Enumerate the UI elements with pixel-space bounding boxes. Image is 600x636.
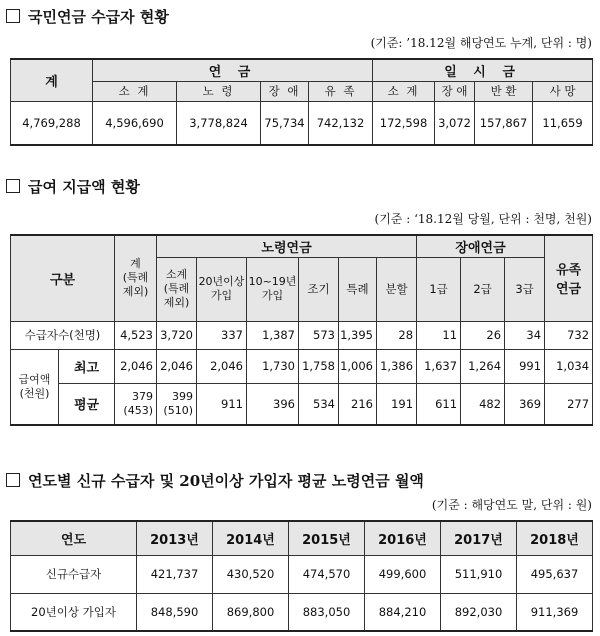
table-cell: 1,034 bbox=[545, 349, 593, 383]
section3-note: (기준 : 해당연도 말, 단위 : 원) bbox=[431, 498, 592, 512]
header-disability-group: 장애연금 bbox=[417, 235, 545, 257]
table-row-new-recipients bbox=[11, 555, 593, 593]
table-cell: 732 bbox=[545, 321, 593, 349]
header-old-age-group: 노령연금 bbox=[157, 235, 417, 257]
table-row-max bbox=[11, 349, 593, 383]
header-subtotal: 소계 (특례 제외) bbox=[157, 257, 197, 321]
table-cell: 396 bbox=[247, 383, 299, 425]
section2-title: 급여 지급액 현황 bbox=[6, 176, 140, 197]
table-cell: 4,523 bbox=[115, 321, 157, 349]
table-cell: 34 bbox=[505, 321, 545, 349]
header-lump-subtotal: 소 계 bbox=[373, 81, 435, 101]
table-cell: 2,046 bbox=[157, 349, 197, 383]
row-label: 신규수급자 bbox=[11, 555, 137, 593]
table-cell: 883,050 bbox=[289, 593, 365, 631]
table-cell: 277 bbox=[545, 383, 593, 425]
header-pension-old-age: 노 령 bbox=[177, 81, 261, 101]
row-label-max: 최고 bbox=[59, 349, 115, 383]
table-cell: 369 bbox=[505, 383, 545, 425]
row-label-amount: 급여액 (천원) bbox=[11, 349, 59, 425]
table-cell: 911 bbox=[197, 383, 247, 425]
section1-note: (기준: ’18.12월 해당연도 누계, 단위 : 명) bbox=[370, 36, 592, 50]
cell-lump-death: 11,659 bbox=[533, 101, 593, 145]
table-cell: 884,210 bbox=[365, 593, 441, 631]
table-cell: 430,520 bbox=[213, 555, 289, 593]
header-pension-subtotal: 소 계 bbox=[93, 81, 177, 101]
header-year-col: 2017년 bbox=[441, 521, 517, 555]
table-cell: 3,720 bbox=[157, 321, 197, 349]
table-cell: 1,387 bbox=[247, 321, 299, 349]
table-cell: 1,386 bbox=[377, 349, 417, 383]
table-cell: 991 bbox=[505, 349, 545, 383]
table-cell: 216 bbox=[339, 383, 377, 425]
cell-pension-old-age: 3,778,824 bbox=[177, 101, 261, 145]
header-year-col: 2015년 bbox=[289, 521, 365, 555]
header-total: 계 bbox=[11, 59, 93, 101]
row-label: 20년이상 가입자 bbox=[11, 593, 137, 631]
table-cell: 482 bbox=[461, 383, 505, 425]
table-row-recipients bbox=[11, 321, 593, 349]
header-survivor-pension: 유족 연금 bbox=[545, 235, 593, 321]
table-row-avg bbox=[11, 383, 593, 425]
header-pension-group: 연 금 bbox=[93, 59, 373, 81]
table-cell: 191 bbox=[377, 383, 417, 425]
header-year-col: 2016년 bbox=[365, 521, 441, 555]
header-pension-survivor: 유 족 bbox=[309, 81, 373, 101]
benefit-amount-table bbox=[10, 234, 593, 426]
cell-pension-subtotal: 4,596,690 bbox=[93, 101, 177, 145]
table-cell: 11 bbox=[417, 321, 461, 349]
header-lump-death: 사 망 bbox=[533, 81, 593, 101]
checkbox-square-icon bbox=[6, 9, 20, 23]
row-label-avg: 평균 bbox=[59, 383, 115, 425]
header-category: 구분 bbox=[11, 235, 115, 321]
checkbox-square-icon bbox=[6, 473, 20, 487]
header-year-col: 2018년 bbox=[517, 521, 593, 555]
header-early: 조기 bbox=[299, 257, 339, 321]
header-year-col: 2014년 bbox=[213, 521, 289, 555]
table-cell: 611 bbox=[417, 383, 461, 425]
table-cell: 2,046 bbox=[115, 349, 157, 383]
table-cell: 499,600 bbox=[365, 555, 441, 593]
cell-pension-survivor: 742,132 bbox=[309, 101, 373, 145]
header-pension-disability: 장 애 bbox=[261, 81, 309, 101]
header-total-excl-special: 계 (특례 제외) bbox=[115, 235, 157, 321]
recipients-status-table bbox=[10, 58, 593, 146]
cell-pension-disability: 75,734 bbox=[261, 101, 309, 145]
section1-title: 국민연금 수급자 현황 bbox=[6, 6, 169, 27]
table-row bbox=[11, 101, 593, 145]
table-cell: 1,395 bbox=[339, 321, 377, 349]
header-split: 분할 bbox=[377, 257, 417, 321]
header-grade1: 1급 bbox=[417, 257, 461, 321]
table-cell: 573 bbox=[299, 321, 339, 349]
yearly-average-pension-table bbox=[10, 520, 593, 632]
table-cell: 28 bbox=[377, 321, 417, 349]
table-cell: 869,800 bbox=[213, 593, 289, 631]
header-special: 특례 bbox=[339, 257, 377, 321]
section3-title: 연도별 신규 수급자 및 20년이상 가입자 평균 노령연금 월액 bbox=[6, 470, 424, 491]
cell-lump-disability: 3,072 bbox=[435, 101, 475, 145]
table-cell: 1,006 bbox=[339, 349, 377, 383]
header-lump-disability: 장 애 bbox=[435, 81, 475, 101]
header-year: 연도 bbox=[11, 521, 137, 555]
header-grade2: 2급 bbox=[461, 257, 505, 321]
header-lump-refund: 반 환 bbox=[475, 81, 533, 101]
table-cell: 421,737 bbox=[137, 555, 213, 593]
table-cell: 1,264 bbox=[461, 349, 505, 383]
table-row-over-20-years bbox=[11, 593, 593, 631]
header-over-20-years: 20년이상 가입 bbox=[197, 257, 247, 321]
table-cell: 511,910 bbox=[441, 555, 517, 593]
table-cell: 399 (510) bbox=[157, 383, 197, 425]
table-cell: 1,637 bbox=[417, 349, 461, 383]
table-cell: 848,590 bbox=[137, 593, 213, 631]
table-cell: 474,570 bbox=[289, 555, 365, 593]
cell-lump-subtotal: 172,598 bbox=[373, 101, 435, 145]
table-cell: 337 bbox=[197, 321, 247, 349]
table-cell: 1,758 bbox=[299, 349, 339, 383]
header-lump-group: 일 시 금 bbox=[373, 59, 593, 81]
table-cell: 495,637 bbox=[517, 555, 593, 593]
checkbox-square-icon bbox=[6, 179, 20, 193]
cell-total: 4,769,288 bbox=[11, 101, 93, 145]
table-cell: 1,730 bbox=[247, 349, 299, 383]
table-cell: 911,369 bbox=[517, 593, 593, 631]
table-cell: 534 bbox=[299, 383, 339, 425]
header-grade3: 3급 bbox=[505, 257, 545, 321]
header-10-19-years: 10~19년 가입 bbox=[247, 257, 299, 321]
table-cell: 26 bbox=[461, 321, 505, 349]
section2-note: (기준 : ‘18.12월 당월, 단위 : 천명, 천원) bbox=[374, 212, 592, 226]
table-cell: 892,030 bbox=[441, 593, 517, 631]
header-year-col: 2013년 bbox=[137, 521, 213, 555]
table-cell: 2,046 bbox=[197, 349, 247, 383]
table-cell: 379 (453) bbox=[115, 383, 157, 425]
cell-lump-refund: 157,867 bbox=[475, 101, 533, 145]
row-label-recipients: 수급자수(천명) bbox=[11, 321, 115, 349]
